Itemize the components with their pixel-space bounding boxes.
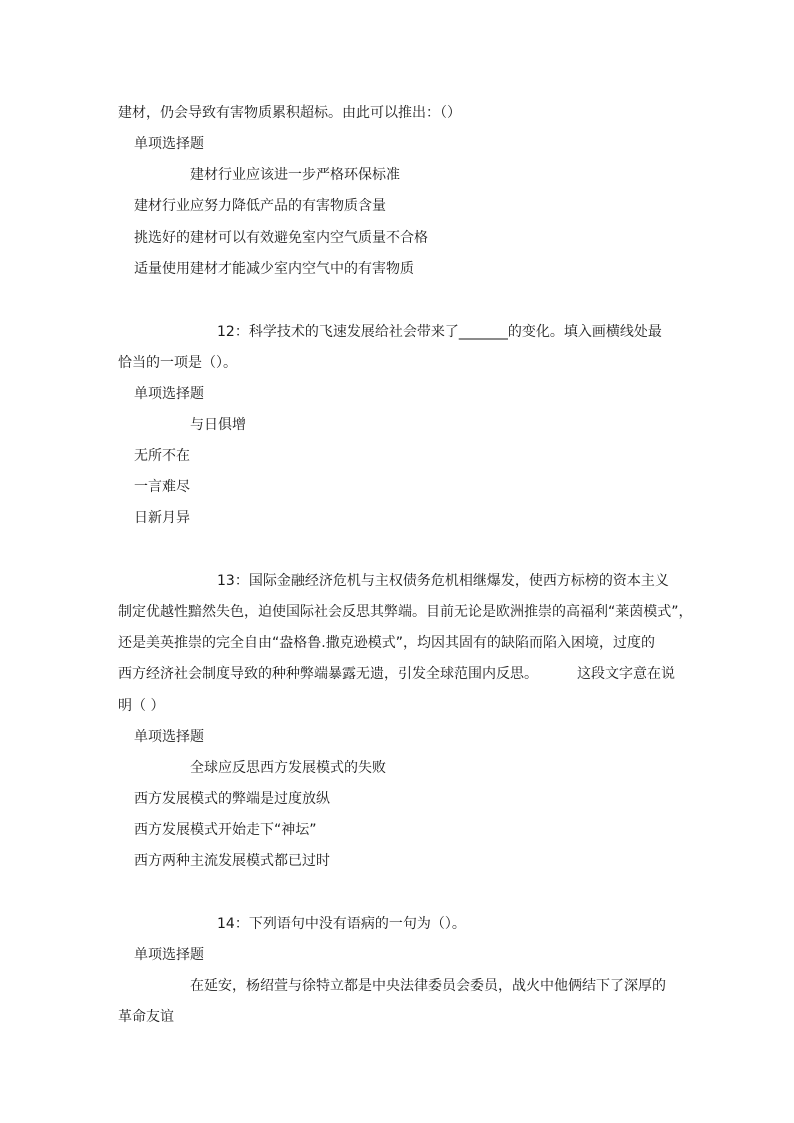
question-14-option-a-line2[interactable]: 革命友谊 xyxy=(118,1009,174,1025)
question-13-stem-line3: 还是美英推崇的完全自由“盎格鲁.撒克逊模式”，均因其固有的缺陷而陷入困境，过度的 xyxy=(118,635,655,651)
question-11-type: 单项选择题 xyxy=(134,136,204,152)
question-13-option-d[interactable]: 西方两种主流发展模式都已过时 xyxy=(134,853,330,869)
question-12-type: 单项选择题 xyxy=(134,386,204,402)
question-12-stem-line2: 恰当的一项是（）。 xyxy=(118,355,237,371)
question-11-option-a[interactable]: 建材行业应该进一步严格环保标准 xyxy=(190,167,400,183)
question-12-option-c[interactable]: 一言难尽 xyxy=(134,479,190,495)
question-11-stem-tail: 建材，仍会导致有害物质累积超标。由此可以推出：（） xyxy=(118,105,461,121)
question-13-stem-line4-tail: 这段文字意在说 xyxy=(577,666,675,682)
question-14-type: 单项选择题 xyxy=(134,947,204,963)
question-13-stem-line5: 明（ ） xyxy=(118,698,165,714)
question-14-option-a-line1[interactable]: 在延安，杨绍萱与徐特立都是中央法律委员会委员，战火中他俩结下了深厚的 xyxy=(190,978,666,994)
question-13-stem-line4: 西方经济社会制度导致的种种弊端暴露无遗，引发全球范围内反思。 xyxy=(118,666,538,682)
question-13-option-b[interactable]: 西方发展模式的弊端是过度放纵 xyxy=(134,791,330,807)
question-12-option-b[interactable]: 无所不在 xyxy=(134,448,190,464)
question-12-option-a[interactable]: 与日俱增 xyxy=(190,417,246,433)
question-13-option-c[interactable]: 西方发展模式开始走下“神坛” xyxy=(134,822,317,838)
question-12-option-d[interactable]: 日新月异 xyxy=(134,510,190,526)
question-11-option-c[interactable]: 挑选好的建材可以有效避免室内空气质量不合格 xyxy=(134,230,428,246)
question-14-stem: 14：下列语句中没有语病的一句为（）。 xyxy=(217,916,466,932)
question-13-stem-line1: 13：国际金融经济危机与主权债务危机相继爆发，使西方标榜的资本主义 xyxy=(217,573,669,589)
question-13-stem-line2: 制定优越性黯然失色，迫使国际社会反思其弊端。目前无论是欧洲推崇的高福利“莱茵模式”， xyxy=(118,604,693,620)
question-11-option-d[interactable]: 适量使用建材才能减少室内空气中的有害物质 xyxy=(134,261,414,277)
question-12-stem-line1: 12：科学技术的飞速发展给社会带来了_______的变化。填入画横线处最 xyxy=(217,324,662,340)
question-13-option-a[interactable]: 全球应反思西方发展模式的失败 xyxy=(190,760,386,776)
question-11-option-b[interactable]: 建材行业应努力降低产品的有害物质含量 xyxy=(134,198,386,214)
question-13-type: 单项选择题 xyxy=(134,729,204,745)
